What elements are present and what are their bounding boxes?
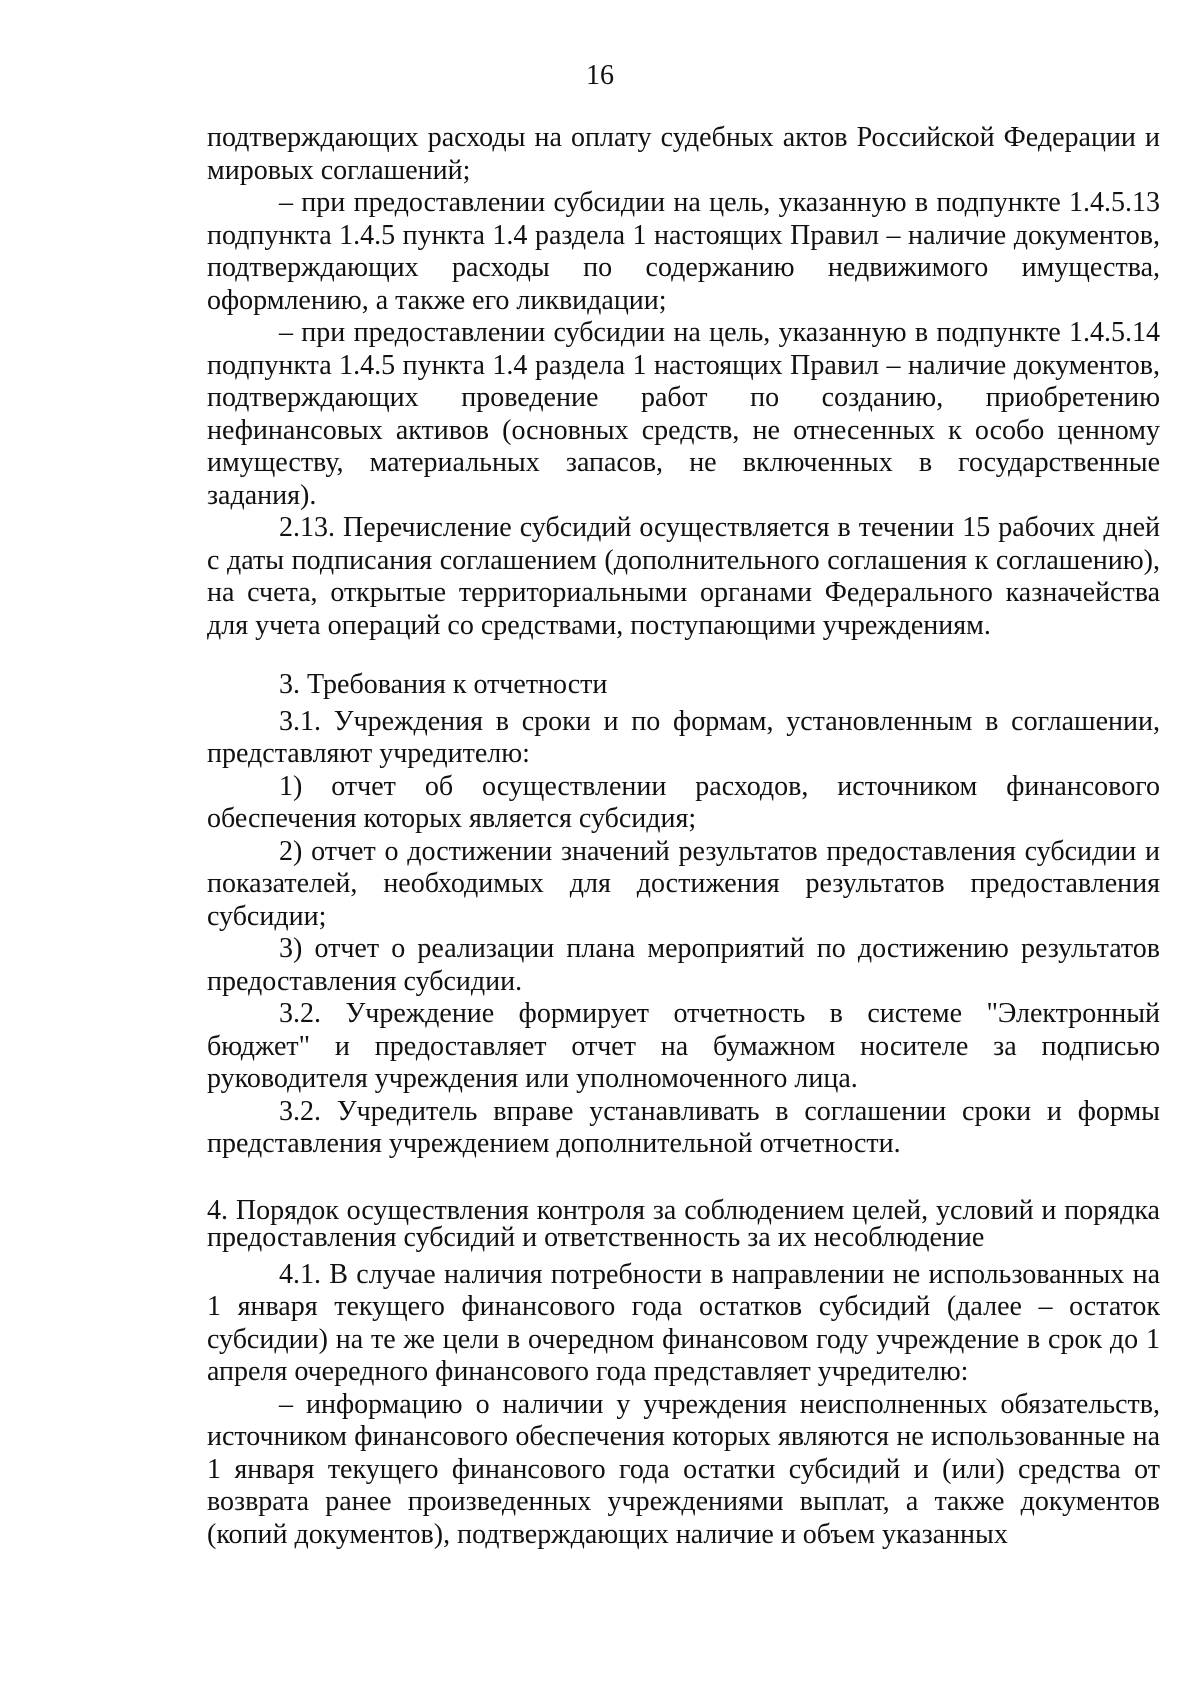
section-heading: 4. Порядок осуществления контроля за соблюдением целей, условий и порядка предоставления субсидий и ответственность за их несоблюдение [207,1194,1160,1253]
spacer [207,642,1160,669]
spacer [207,1161,1160,1197]
paragraph: 2.13. Перечисление субсидий осуществляется в течении 15 рабочих дней с даты подписания соглашением (дополнительного соглашения к соглашению), на счета, открытые территориальными органами Федерального казначейства для учета операций со средствами, поступающими учреждениям. [207,512,1160,641]
paragraph: – при предоставлении субсидии на цель, указанную в подпункте 1.4.5.14 подпункта 1.4.5 пункта 1.4 раздела 1 настоящих Правил – наличие документов, подтверждающих проведение работ по созданию, приобретению нефинансовых активов (основных средств, не отнесенных к особо ценному имуществу, материальных запасов, не включенных в государственные задания). [207,317,1160,511]
paragraph: 2) отчет о достижении значений результатов предоставления субсидии и показателей, необходимых для достижения результатов предоставления субсидии; [207,835,1160,932]
paragraph: 3) отчет о реализации плана мероприятий по достижению результатов предоставления субсидии. [207,933,1160,997]
paragraph: 3.1. Учреждения в сроки и по формам, установленным в соглашении, представляют учредителю: [207,705,1160,769]
paragraph: 3.2. Учреждение формирует отчетность в системе "Электронный бюджет" и предоставляет отчет на бумажном носителе за подписью руководителя учреждения или уполномоченного лица. [207,998,1160,1094]
paragraph: 1) отчет об осуществлении расходов, источником финансового обеспечения которых является субсидия; [207,770,1160,834]
paragraph: – при предоставлении субсидии на цель, указанную в подпункте 1.4.5.13 подпункта 1.4.5 пункта 1.4 раздела 1 настоящих Правил – наличие документов, подтверждающих расходы по содержанию недвижимого имущества, оформлению, а также его ликвидации; [207,187,1160,316]
paragraph: 4.1. В случае наличия потребности в направлении не использованных на 1 января текущего финансового года остатков субсидий (далее – остаток субсидии) на те же цели в очередном финансовом году учреждение в срок до 1 апреля очередного финансового года представляет учредителю: [207,1258,1160,1387]
paragraph: 3.2. Учредитель вправе устанавливать в соглашении сроки и формы представления учреждением дополнительной отчетности. [207,1095,1160,1159]
paragraph: – информацию о наличии у учреждения неисполненных обязательств, источником финансового обеспечения которых являются не использованные на 1 января текущего финансового года остатки субсидий и (или) средства от возврата ранее произведенных учреждениями выплат, а также документов (копий документов), подтверждающих наличие и объем указанных [207,1388,1160,1550]
section-heading: 3. Требования к отчетности [279,669,608,700]
document-body [207,122,1160,1551]
page-number: 16 [586,60,614,91]
paragraph: подтверждающих расходы на оплату судебных актов Российской Федерации и мировых соглашений; [207,122,1160,186]
